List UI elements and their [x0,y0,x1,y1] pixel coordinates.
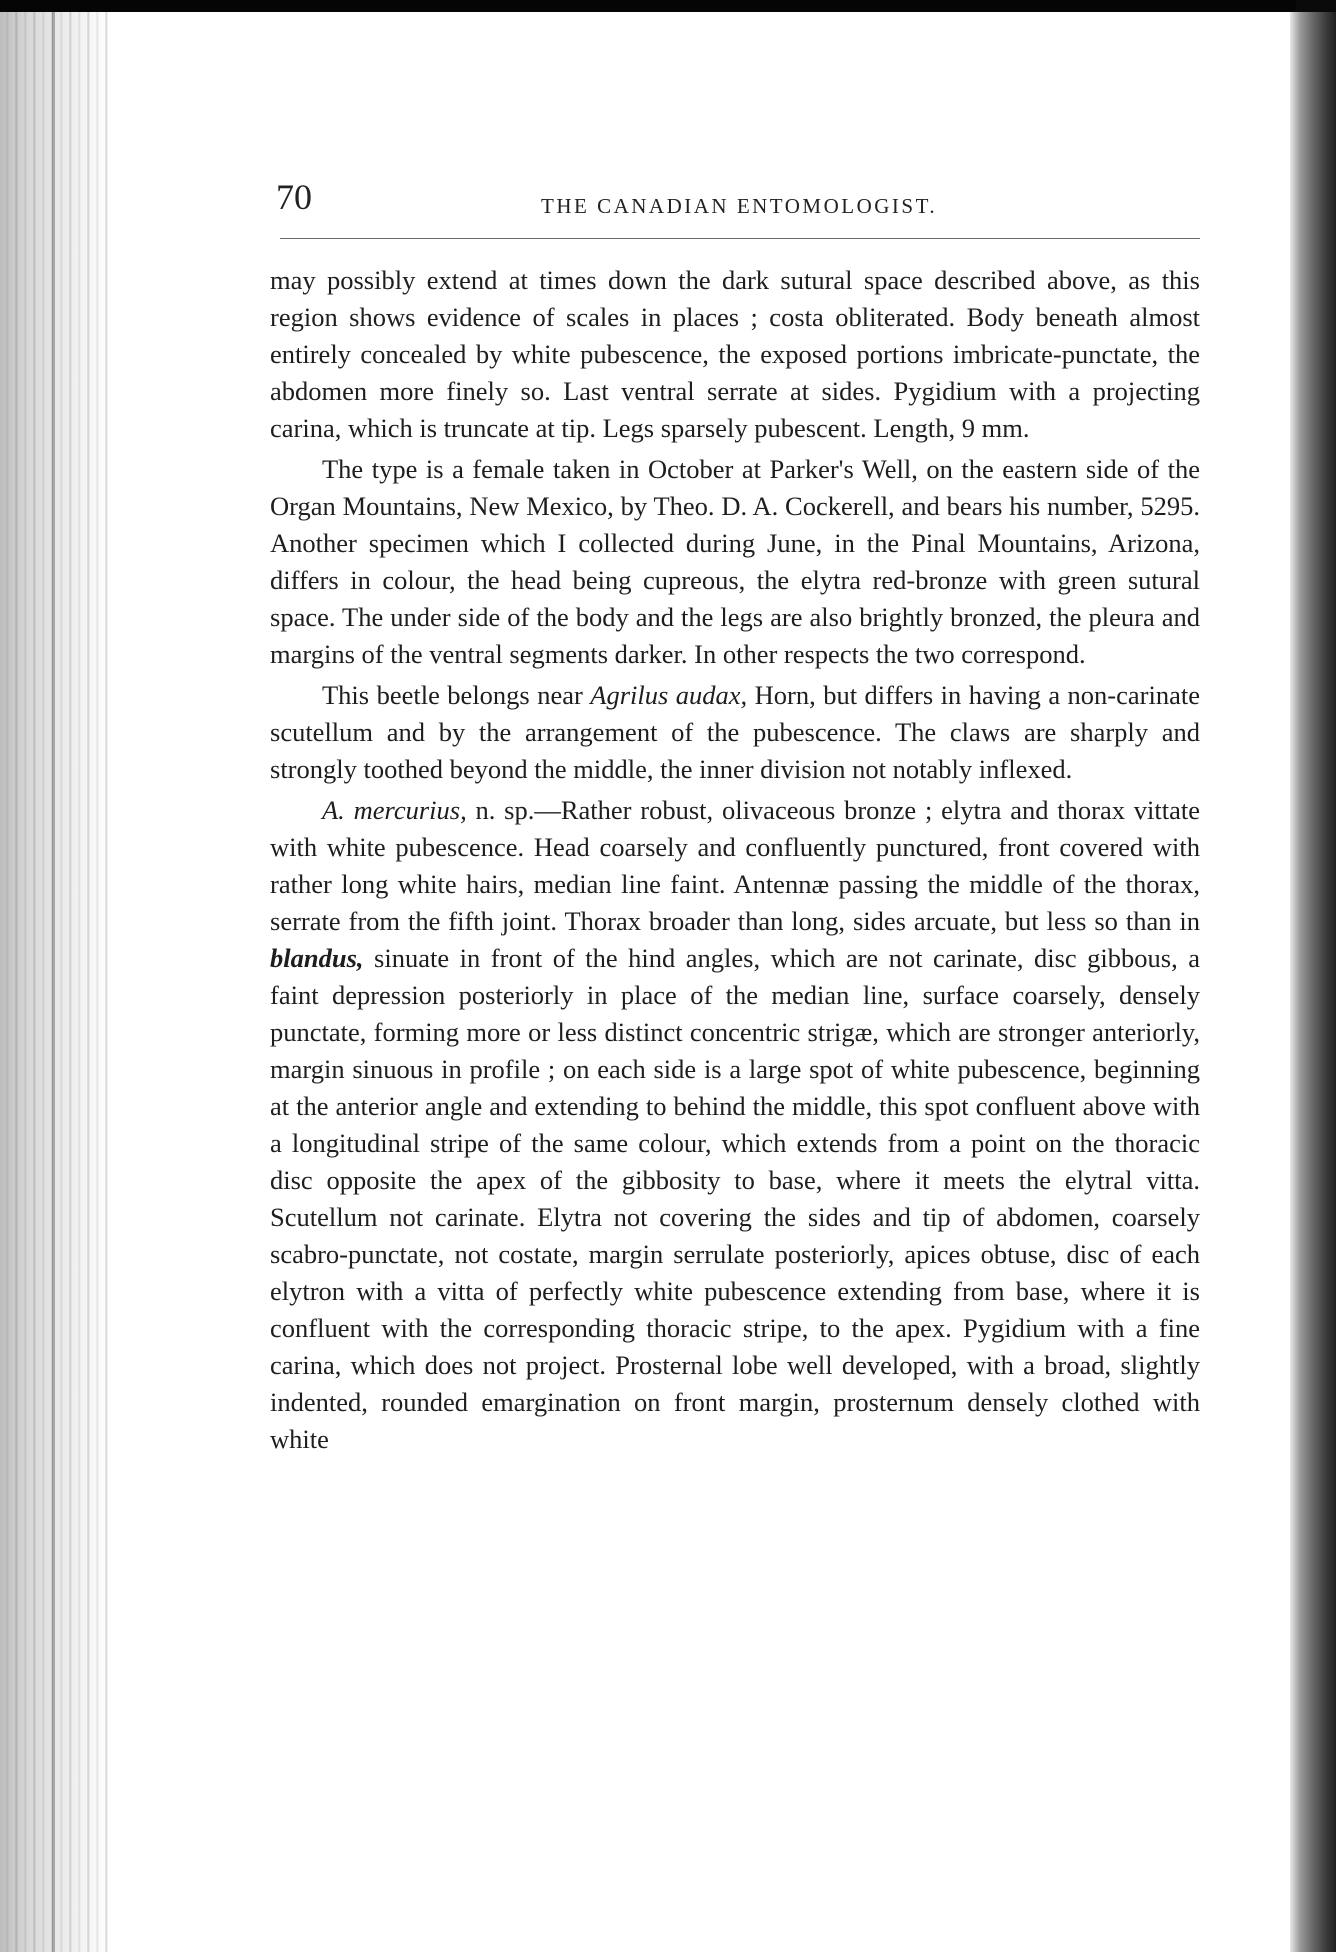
book-binding-gutter [0,12,112,1952]
paragraph-3 [270,677,1200,788]
paragraph-3-text-a: This beetle belongs near [322,680,591,710]
body-text [270,262,1200,1462]
scan-top-border [0,0,1336,12]
paragraph-4 [270,792,1200,1458]
page-number: 70 [276,177,312,217]
species-name-a-mercurius: A. mercurius, [322,795,467,825]
paragraph-4-text-b: sinuate in front of the hind angles, which are not carinate, disc gibbous, a faint depression posteriorly in place of the median line, surface coarsely, densely punctate, forming more or less distinct concentric strigæ, which are stronger anteriorly, margin sinuous in profile ; on each side is a large spot of white pubescence, beginning at the anterior angle and extending to behind the middle, this spot confluent above with a longitudinal stripe of the same colour, which extends from a point on the thoracic disc opposite the apex of the gibbosity to base, where it meets the elytral vitta. Scutellum not carinate. Elytra not covering the sides and tip of abdomen, coarsely scabro-punctate, not costate, margin serrulate posteriorly, apices obtuse, disc of each elytron with a vitta of perfectly white pubescence extending from base, where it is confluent with the corresponding thoracic stripe, to the apex. Pygidium with a fine carina, which does not project. Prosternal lobe well developed, with a broad, slightly indented, rounded emargination on front margin, prosternum densely clothed with white [270,943,1200,1454]
paragraph-2: The type is a female taken in October at Parker's Well, on the eastern side of the Organ Mountains, New Mexico, by Theo. D. A. Cockerell, and bears his number, 5295. Another specimen which I collected during June, in the Pinal Mountains, Arizona, differs in colour, the head being cupreous, the elytra red-bronze with green sutural space. The under side of the body and the legs are also brightly bronzed, the pleura and margins of the ventral segments darker. In other respects the two correspond. [270,454,1200,669]
paragraph-1: may possibly extend at times down the dark sutural space described above, as this region shows evidence of scales in places ; costa obliterated. Body beneath almost entirely concealed by white pubescence, the exposed portions imbricate-punctate, the abdomen more finely so. Last ventral serrate at sides. Pygidium with a projecting carina, which is truncate at tip. Legs sparsely pubescent. Length, 9 mm. [270,265,1200,443]
paragraph-4-text-a: n. sp.—Rather robust, olivaceous bronze ; elytra and thorax vittate with white pubescence. Head coarsely and confluently punctured, front covered with rather long white hairs, median line faint. Antennæ passing the middle of the thorax, serrate from the fifth joint. Thorax broader than long, sides arcuate, but less so than in [270,795,1200,936]
book-right-edge [1290,12,1336,1952]
page-header [276,176,1206,236]
species-name-agrilus-audax: Agrilus audax, [590,680,748,710]
species-name-blandus: blandus, [270,943,364,973]
running-title: THE CANADIAN ENTOMOLOGIST. [541,194,938,218]
header-rule [280,238,1200,239]
paragraph-3-text-b: Horn, but differs in having a non-carinate scutellum and by the arrangement of the pubescence. The claws are sharply and strongly toothed beyond the middle, the inner division not notably inflexed. [270,680,1200,784]
